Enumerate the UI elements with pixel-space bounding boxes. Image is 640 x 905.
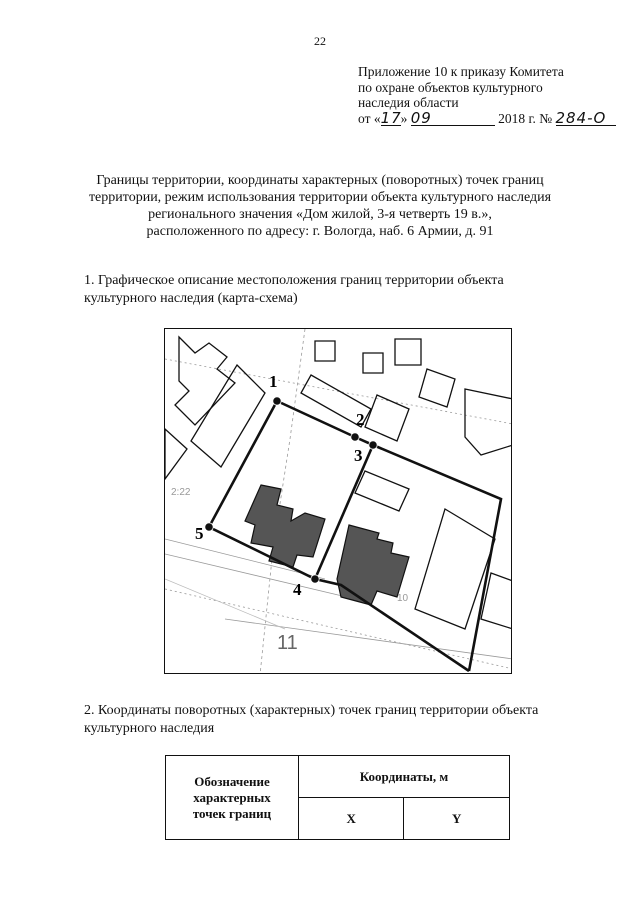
title-line-3: регионального значения «Дом жилой, 3-я четверть 19 в.», (148, 207, 492, 222)
x-column-header: X (299, 798, 404, 840)
building-outline (191, 365, 265, 467)
cadastral-label: 10 (397, 593, 409, 604)
page-number: 22 (314, 34, 326, 48)
order-number: 284-О (556, 111, 616, 126)
document-title (70, 172, 570, 240)
header-line: Обозначение (194, 773, 270, 789)
header-line: точек границ (192, 805, 272, 821)
cadastral-label: 2:22 (171, 487, 191, 498)
boundary-point-5-marker (205, 523, 213, 531)
y-column-header: Y (404, 798, 510, 840)
cadastral-label: 11 (277, 632, 298, 654)
header-line: характерных (193, 789, 271, 805)
heritage-building (245, 485, 325, 567)
boundary-point-5-label: 5 (195, 524, 204, 543)
building-outline (355, 471, 409, 511)
boundary-map (164, 328, 512, 674)
point-designation-header (166, 756, 299, 840)
building-outline (363, 353, 383, 373)
coordinates-table (165, 755, 510, 840)
boundary-point-2-marker (351, 433, 359, 441)
title-line-1: Границы территории, координаты характерных (поворотных) точек границ (96, 173, 544, 188)
appendix-line-2: по охране объектов культурного (358, 79, 543, 95)
appendix-line-3: наследия области (358, 95, 459, 110)
territory-boundary (209, 401, 469, 671)
section-1-heading (84, 272, 590, 308)
boundary-point-4-marker (311, 575, 319, 583)
boundary-point-4-label: 4 (293, 580, 302, 599)
building-outline (175, 337, 235, 425)
building-outline (465, 389, 512, 455)
boundary-point-3-marker (369, 441, 377, 449)
boundary-point-1-marker (273, 397, 281, 405)
boundary-point-1-label: 1 (269, 372, 278, 391)
section-1-line-1: 1. Графическое описание местоположения границ территории объекта (84, 273, 504, 288)
date-month: 09 (411, 111, 495, 126)
appendix-block (358, 64, 628, 126)
map-svg (165, 329, 512, 674)
boundary-point-2-label: 2 (356, 410, 365, 429)
date-mid: » (400, 110, 408, 126)
building-outline (395, 339, 421, 365)
date-year: 2018 г. № (498, 110, 553, 126)
road-line (165, 554, 355, 599)
title-line-2: территории, режим использования территории объекта культурного наследия (88, 190, 552, 205)
section-2-line-1: 2. Координаты поворотных (характерных) точек границ территории объекта (84, 703, 539, 718)
date-day: 17 (380, 108, 402, 127)
title-line-4: расположенного по адресу: г. Вологда, наб. 6 Армии, д. 91 (146, 224, 494, 239)
appendix-date-line (358, 108, 628, 127)
building-outline (365, 395, 409, 441)
building-outline (165, 429, 187, 479)
coordinates-header: Координаты, м (299, 756, 510, 798)
building-outline (419, 369, 455, 407)
road-line (225, 619, 512, 659)
building-outline (315, 341, 335, 361)
date-prefix: от « (358, 110, 381, 126)
appendix-line-1: Приложение 10 к приказу Комитета (358, 64, 564, 79)
section-2-line-2: культурного наследия (84, 721, 215, 736)
boundary-point-3-label: 3 (354, 446, 363, 465)
section-1-line-2: культурного наследия (карта-схема) (84, 291, 298, 306)
section-2-heading (84, 702, 590, 738)
